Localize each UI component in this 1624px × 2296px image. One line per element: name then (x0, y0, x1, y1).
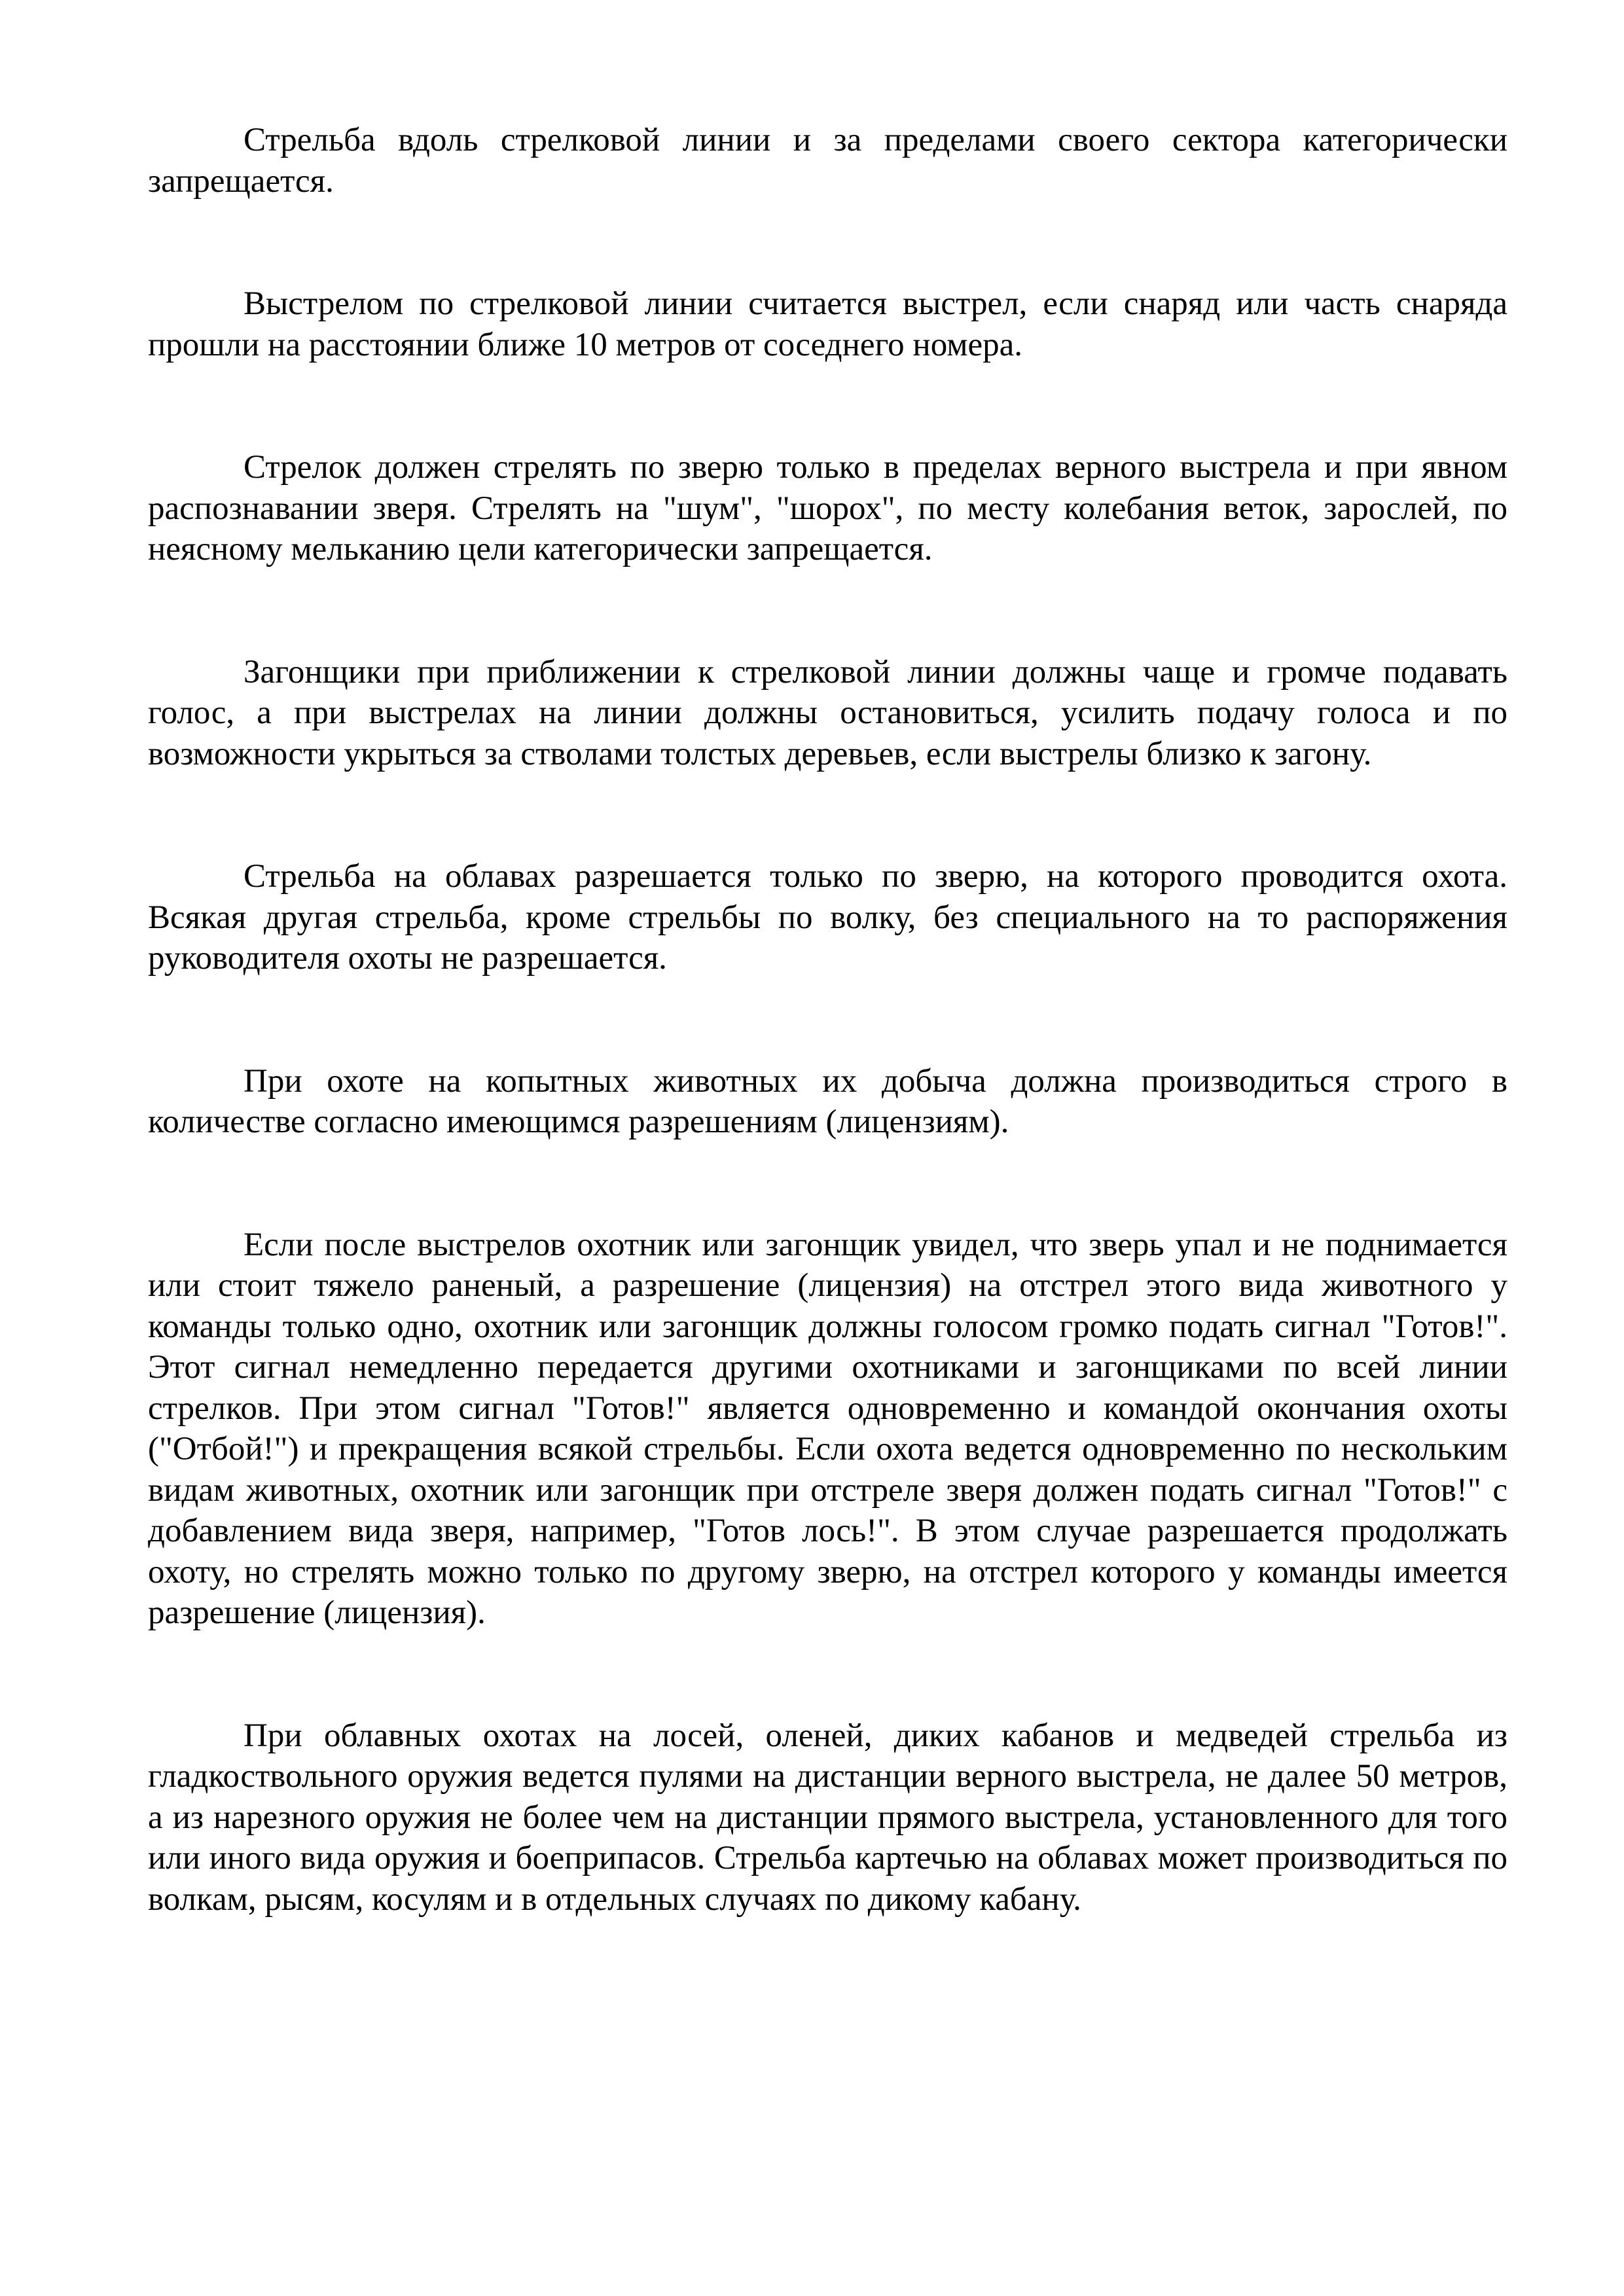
paragraph-shot-definition: Выстрелом по стрелковой линии считается выстрел, если снаряд или часть снаряда прошли на расстоянии ближе 10 метров от соседнего номера. (148, 285, 1507, 363)
paragraph-beaters-conduct: Загонщики при приближении к стрелковой линии должны чаще и громче подавать голос, а при выстрелах на линии должны остановиться, усилить подачу голоса и по возможности укрыться за стволами толстых деревьев, если выстрелы близко к загону. (148, 653, 1507, 772)
paragraph-ungulate-licenses: При охоте на копытных животных их добыча должна производиться строго в количестве согласно имеющимся разрешениям (лицензиям). (148, 1062, 1507, 1140)
document-page (148, 120, 1507, 1920)
paragraph-drive-hunt-shooting: Стрельба на облавах разрешается только по зверю, на которого проводится охота. Всякая другая стрельба, кроме стрельбы по волку, без специального на то распоряжения руководителя охоты не разрешается. (148, 858, 1507, 977)
paragraph-weapons-distances: При облавных охотах на лосей, оленей, диких кабанов и медведей стрельба из гладкоствольного оружия ведется пулями на дистанции верного выстрела, не далее 50 метров, а из нарезного оружия не более чем на дистанции прямого выстрела, установленного для того или иного вида оружия и боеприпасов. Стрельба картечью на облавах может производиться по волкам, рысям, косулям и в отдельных случаях по дикому кабану. (148, 1717, 1507, 1918)
paragraph-target-recognition: Стрелок должен стрелять по зверю только в пределах верного выстрела и при явном распознавании зверя. Стрелять на "шум", "шорох", по месту колебания веток, зарослей, по неясному мельканию цели категорически запрещается. (148, 449, 1507, 567)
paragraph-ready-signal: Если после выстрелов охотник или загонщик увидел, что зверь упал и не поднимается или стоит тяжело раненый, а разрешение (лицензия) на отстрел этого вида животного у команды только одно, охотник или загонщик должны голосом громко подать сигнал "Готов!". Этот сигнал немедленно передается другими охотниками и загонщиками по всей линии стрелков. При этом сигнал "Готов!" является одновременно и командой окончания охоты ("Отбой!") и прекращения всякой стрельбы. Если охота ведется одновременно по нескольким видам животных, охотник или загонщик при отстреле зверя должен подать сигнал "Готов!" с добавлением вида зверя, например, "Готов лось!". В этом случае разрешается продолжать охоту, но стрелять можно только по другому зверю, на отстрел которого у команды имеется разрешение (лицензия). (148, 1226, 1507, 1631)
paragraph-shooting-along-line: Стрельба вдоль стрелковой линии и за пределами своего сектора категорически запрещается. (148, 122, 1507, 200)
